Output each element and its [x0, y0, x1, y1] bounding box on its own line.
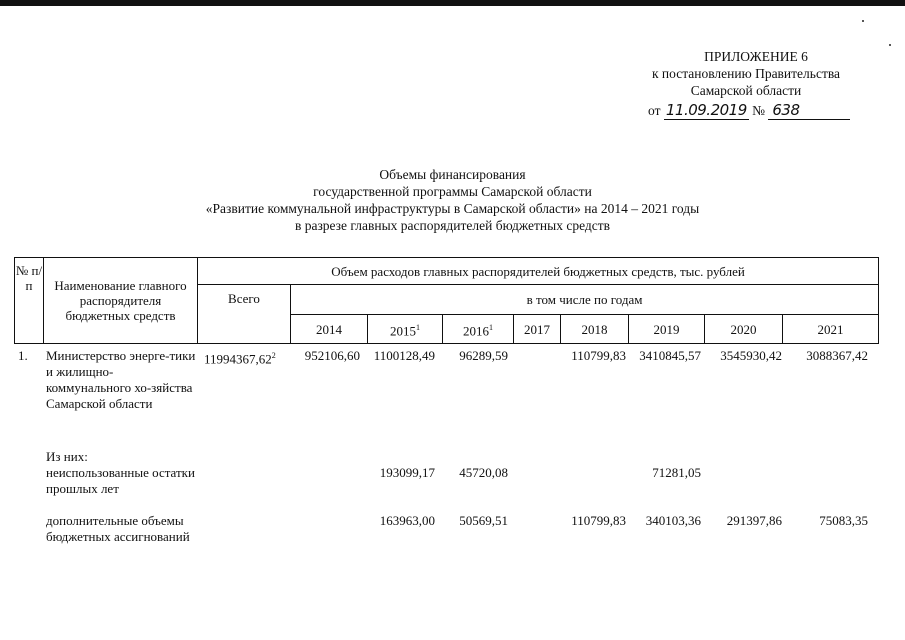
- header-year-2018: 2018: [561, 315, 629, 344]
- header-year-2019: 2019: [629, 315, 705, 344]
- title-line-3: «Развитие коммунальной инфраструктуры в Самарской области» на 2014 – 2021 годы: [205, 201, 700, 216]
- additional-2018: 110799,83: [571, 513, 626, 528]
- header-year-2017: 2017: [514, 315, 561, 344]
- annex-decree-line: к постановлению Правительства: [651, 66, 841, 81]
- from-label: от: [648, 103, 661, 118]
- unused-2015: 193099,17: [379, 465, 435, 480]
- number-label: №: [752, 103, 766, 118]
- ministry-2015: 1100128,49: [373, 348, 435, 363]
- of-which-label: Из них:: [46, 449, 88, 464]
- ministry-total: 11994367,62$^2$: [204, 351, 276, 367]
- scan-speck: [862, 20, 864, 22]
- decree-date: 11.09.2019: [665, 101, 747, 119]
- ministry-2018: 110799,83: [571, 348, 626, 363]
- unused-name: неиспользованные остатки прошлых лет: [46, 465, 195, 496]
- header-volume: Объем расходов главных распорядителей бюджетных средств, тыс. рублей: [198, 258, 879, 285]
- title-line-1: Объемы финансирования: [379, 167, 526, 182]
- ministry-2016: 96289,59: [459, 348, 508, 363]
- header-year-2020: 2020: [705, 315, 783, 344]
- ministry-2020: 3545930,42: [720, 348, 782, 363]
- ministry-2021: 3088367,42: [806, 348, 868, 363]
- unused-2019: 71281,05: [652, 465, 701, 480]
- title-line-4: в разрезе главных распорядителей бюджетных средств: [294, 218, 611, 233]
- additional-2016: 50569,51: [459, 513, 508, 528]
- annex-title: ПРИЛОЖЕНИЕ 6: [704, 49, 808, 64]
- header-name: Наименование главного распорядителя бюджетных средств: [44, 258, 198, 344]
- header-by-years: в том числе по годам: [291, 285, 879, 315]
- ministry-name: Министерство энерге-тики и жилищно-коммунального хо-зяйства Самарской области: [46, 348, 196, 411]
- unused-2016: 45720,08: [459, 465, 508, 480]
- header-num: № п/п: [15, 258, 44, 344]
- decree-date-number: [648, 101, 850, 120]
- annex-header: [631, 48, 861, 99]
- decree-number: 638: [768, 101, 850, 120]
- header-total: Всего: [198, 285, 291, 344]
- header-year-2015: 2015$^1$: [368, 315, 443, 344]
- scan-speck: [889, 44, 891, 46]
- ministry-2014: 952106,60: [304, 348, 360, 363]
- row-number: 1.: [18, 348, 28, 363]
- header-year-2014: 2014: [291, 315, 368, 344]
- header-year-2021: 2021: [783, 315, 879, 344]
- additional-2020: 291397,86: [726, 513, 782, 528]
- financing-table-header: [14, 257, 879, 344]
- annex-region-line: Самарской области: [690, 83, 802, 98]
- header-year-2016: 2016$^1$: [443, 315, 514, 344]
- additional-2015: 163963,00: [379, 513, 435, 528]
- additional-2019: 340103,36: [645, 513, 701, 528]
- document-title: [0, 166, 905, 234]
- top-border-line: [0, 0, 905, 6]
- additional-name: дополнительные объемы бюджетных ассигнований: [46, 513, 190, 544]
- ministry-2019: 3410845,57: [639, 348, 701, 363]
- title-line-2: государственной программы Самарской области: [313, 184, 592, 199]
- additional-2021: 75083,35: [819, 513, 868, 528]
